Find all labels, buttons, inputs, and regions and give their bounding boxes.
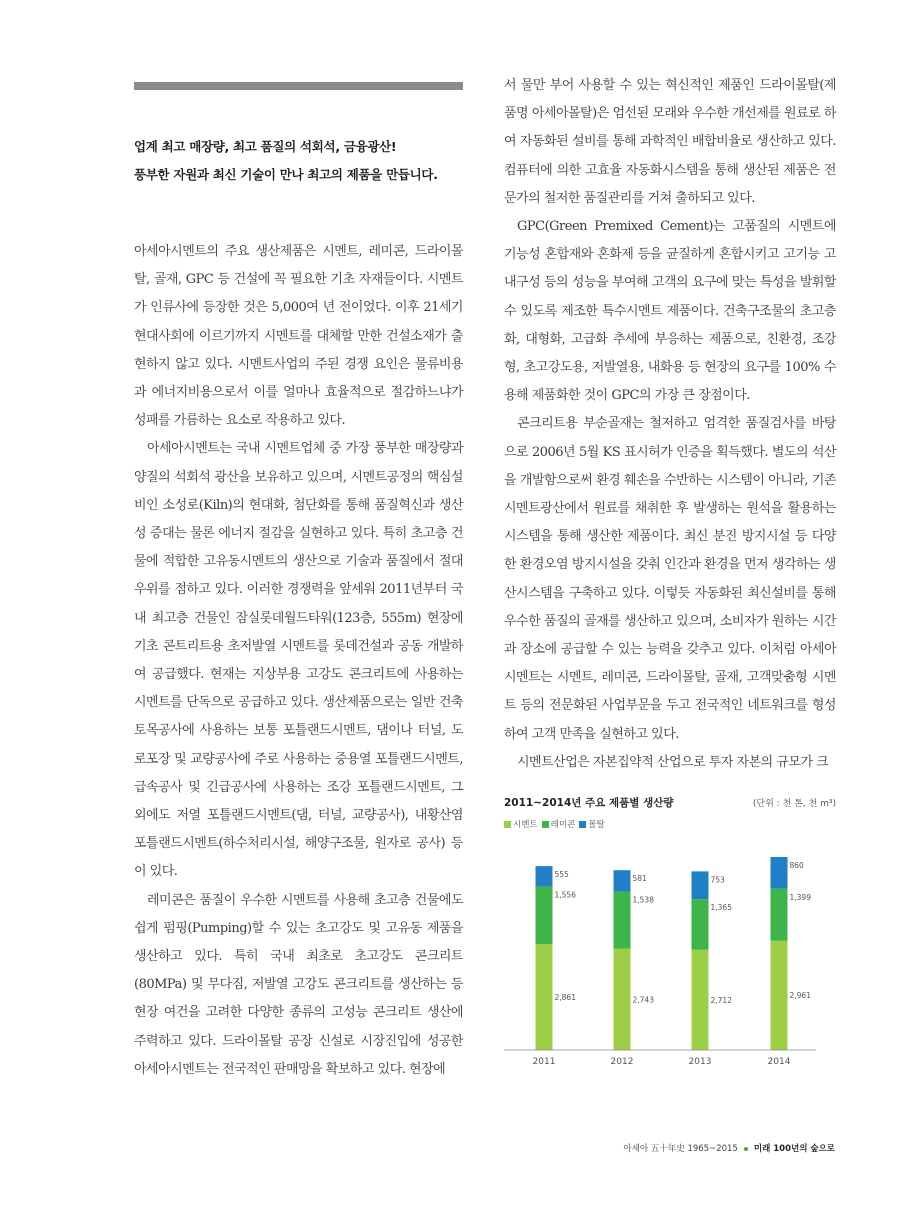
paragraph: 서 물만 부어 사용할 수 있는 혁신적인 제품인 드라이몰탈(제품명 아세아몰탈)은 엄선된 모래와 우수한 개선제를 원료로 하여 자동화된 설비를 통해 과학적인 배합비율로 생산하고 있다. 컴퓨터에 의한 고효율 자동화시스템을 통해 생산된 제품은 전문가의 철저한 품질관리를 거쳐 출하되고 있다. [504,78,836,206]
chart-legend [504,818,605,830]
production-bar-chart [504,840,836,1070]
chart-unit: (단위 : 천 톤, 천 m³) [752,799,836,809]
bar-segment [536,866,553,887]
paragraph: 아세아시멘트의 주요 생산제품은 시멘트, 레미콘, 드라이몰탈, 골재, GPC 등 건설에 꼭 필요한 기초 자재들이다. 시멘트가 인류사에 등장한 것은 5,000여 년 전이었다. 이후 21세기 현대사회에 이르기까지 시멘트를 대체할 만한 건설소재가 출현하지 않고 있다. 시멘트사업의 주된 경쟁 요인은 물류비용과 에너지비용으로서 이를 얼마나 효율적으로 절감하느냐가 성패를 가름하는 요소로 작용하고 있다. [134,244,463,429]
paragraph: GPC(Green Premixed Cement)는 고품질의 시멘트에 기능성 혼합재와 혼화제 등을 균질하게 혼합시키고 고기능 고내구성 등의 성능을 부여해 고객의 요구에 맞는 특성을 발휘할 수 있도록 제조한 특수시멘트 제품이다. 건축구조물의 초고층화, 대형화, 고급화 추세에 부응하는 제품으로, 친환경, 조강형, 초고강도용, 저발열용, 내화용 등 현장의 요구를 100% 수용해 제품화한 것이 GPC의 가장 큰 장점이다. [504,219,836,404]
data-label: 2,712 [710,995,732,1005]
data-label: 555 [554,870,569,880]
x-tick-label: 2013 [688,1057,712,1067]
bar-segment [692,899,709,949]
data-label: 1,538 [632,895,654,905]
headline [134,133,474,189]
legend-label: 몰탈 [588,820,605,830]
legend-swatch-remicon [542,821,549,828]
legend-swatch-mortar [579,821,586,828]
data-label: 753 [710,875,725,885]
legend-swatch-cement [504,821,511,828]
bar-segment [771,889,788,941]
legend-label: 레미콘 [550,820,576,830]
data-label: 1,556 [554,890,576,900]
section-divider-bar [134,82,463,90]
data-label: 860 [789,860,804,870]
chart-title: 2011~2014년 주요 제품별 생산량 [504,797,674,809]
paragraph: 아세아시멘트는 국내 시멘트업체 중 가장 풍부한 매장량과 양질의 석회석 광산을 보유하고 있으며, 시멘트공정의 핵심설비인 소성로(Kiln)의 현대화, 첨단화를 통해 품질혁신과 생산성 증대는 물론 에너지 절감을 실현하고 있다. 특히 초고층 건물에 적합한 고유동시멘트의 생산으로 기술과 품질에서 절대 우위를 점하고 있다. 이러한 경쟁력을 앞세워 2011년부터 국내 최고층 건물인 잠실롯데월드타워(123층, 555m) 현장에 기초 콘트리트용 초저발열 시멘트를 롯데건설과 공동 개발하여 공급했다. 현재는 지상부용 고강도 콘크리트에 사용하는 시멘트를 단독으로 공급하고 있다. 생산제품으로는 일반 건축토목공사에 사용하는 보통 포틀랜드시멘트, 댐이나 터널, 도로포장 및 교량공사에 주로 사용하는 중용열 포틀랜드시멘트, 급속공사 및 긴급공사에 사용하는 조강 포틀랜드시멘트, 그 외에도 저열 포틀랜드시멘트(댐, 터널, 교량공사), 내황산염 포틀랜드시멘트(하수처리시설, 해양구조물, 원자로 공사) 등이 있다. [134,441,463,880]
data-label: 2,743 [632,995,654,1005]
data-label: 1,399 [789,892,811,902]
legend-item-mortar [579,818,604,830]
bar-segment [692,950,709,1050]
right-text-column [504,72,836,777]
bar-segment [771,940,788,1050]
page-footer [623,1142,835,1154]
footer-book-title: 아세아 五十年史 1965~2015 [623,1144,738,1154]
left-text-column [134,238,463,1084]
bar-segment [536,887,553,945]
data-label: 2,861 [554,993,576,1003]
data-label: 2,961 [789,991,811,1001]
footer-section-title: 미래 100년의 숲으로 [753,1144,835,1154]
headline-line-1: 업계 최고 매장량, 최고 품질의 석회석, 금융광산! [134,139,397,154]
bar-segment [614,892,631,949]
paragraph: 콘크리트용 부순골재는 철저하고 엄격한 품질검사를 바탕으로 2006년 5월 KS 표시허가 인증을 획득했다. 별도의 석산을 개발함으로써 환경 훼손을 수반하는 시스템이 아니라, 기존 시멘트광산에서 원료를 채취한 후 발생하는 원석을 활용하는 시스템을 통해 생산한 제품이다. 최신 분진 방지시설 등 다양한 환경오염 방지시설을 갖춰 인간과 환경을 먼저 생각하는 생산시스템을 구축하고 있다. 이렇듯 자동화된 최신설비를 통해 우수한 품질의 골재를 생산하고 있으며, 소비자가 원하는 시간과 장소에 공급할 수 있는 능력을 갖추고 있다. 이처럼 아세아시멘트는 시멘트, 레미콘, 드라이몰탈, 골재, 고객맞춤형 시멘트 등의 전문화된 사업부문을 두고 전국적인 네트워크를 형성하여 고객 만족을 실현하고 있다. [504,416,836,742]
bar-segment [536,944,553,1050]
bar-segment [692,871,709,899]
footer-dot-icon [744,1147,748,1151]
x-tick-label: 2012 [610,1057,634,1067]
x-tick-label: 2011 [532,1057,556,1067]
data-label: 1,365 [710,903,732,913]
legend-item-cement [504,818,538,830]
data-label: 581 [632,874,647,884]
x-tick-label: 2014 [767,1057,791,1067]
paragraph: 레미콘은 품질이 우수한 시멘트를 사용해 초고층 건물에도 쉽게 펌핑(Pumping)할 수 있는 초고강도 및 고유동 제품을 생산하고 있다. 특히 국내 최초로 초고강도 콘크리트(80MPa) 및 무다짐, 저발열 고강도 콘크리트를 생산하는 등 현장 여건을 고려한 다양한 종류의 고성능 콘크리트 생산에 주력하고 있다. 드라이몰탈 공장 신설로 시장진입에 성공한 아세아시멘트는 전국적인 판매망을 확보하고 있다. 현장에 [134,892,463,1077]
headline-line-2: 풍부한 자원과 최신 기술이 만나 최고의 제품을 만듭니다. [134,167,438,182]
bar-segment [771,857,788,889]
legend-item-remicon [542,818,576,830]
paragraph: 시멘트산업은 자본집약적 산업으로 투자 자본의 규모가 크 [517,754,829,770]
bar-segment [614,870,631,891]
bar-segment [614,949,631,1050]
legend-label: 시멘트 [513,820,538,830]
